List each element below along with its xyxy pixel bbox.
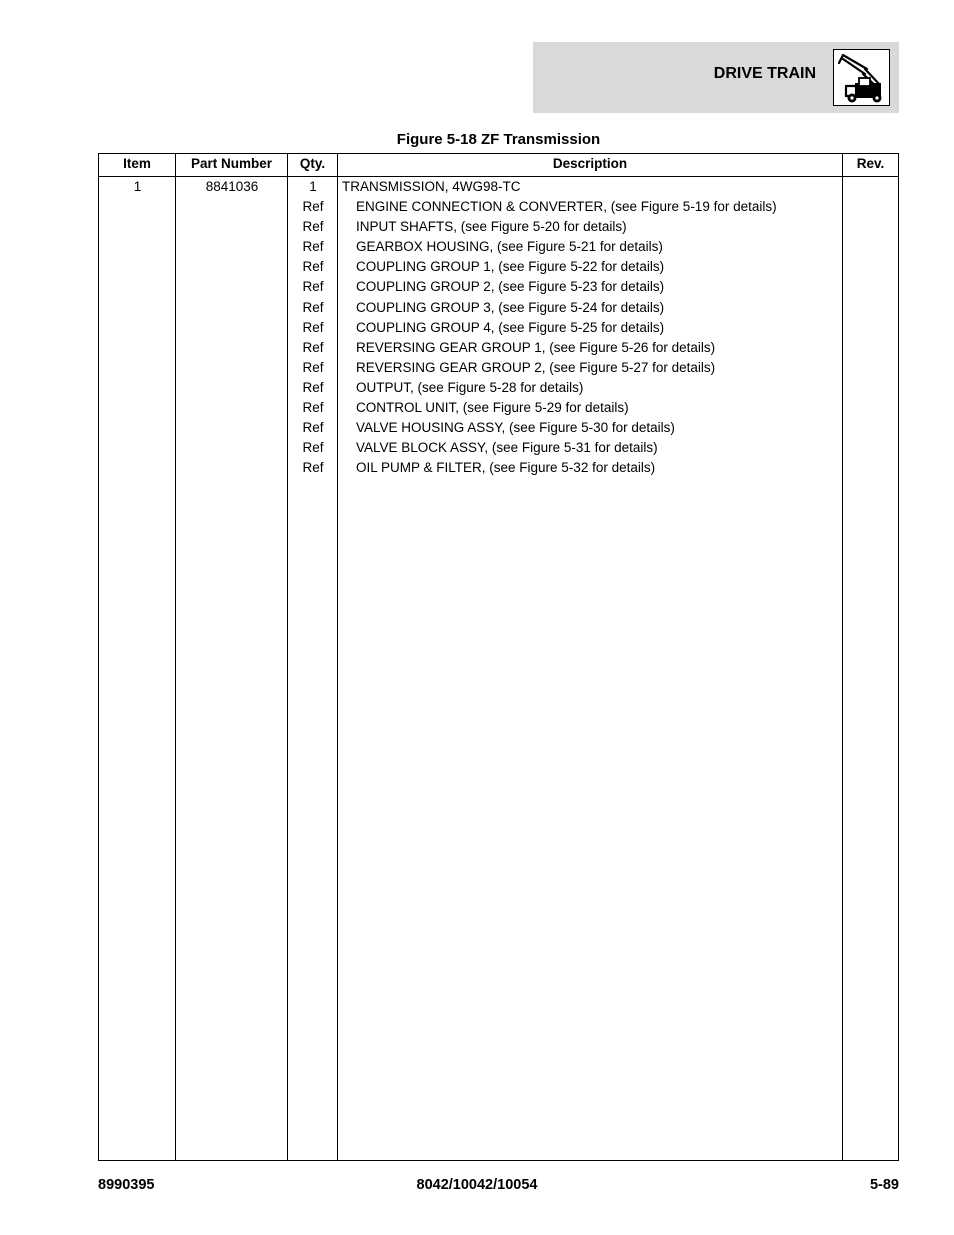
- qty-cell: Ref: [302, 379, 324, 395]
- description-cell: COUPLING GROUP 1, (see Figure 5-22 for details): [356, 259, 665, 275]
- table-row: [99, 298, 898, 318]
- description-cell: COUPLING GROUP 2, (see Figure 5-23 for details): [356, 279, 665, 295]
- column-header-rev: Rev.: [856, 156, 885, 171]
- table-row: [99, 458, 898, 478]
- part-number-cell: 8841036: [205, 179, 259, 194]
- description-cell: TRANSMISSION, 4WG98-TC: [342, 179, 521, 194]
- table-row: [99, 378, 898, 398]
- qty-cell: Ref: [302, 400, 324, 416]
- description-cell: VALVE BLOCK ASSY, (see Figure 5-31 for details): [356, 440, 658, 456]
- qty-cell: Ref: [302, 440, 324, 456]
- description-cell: OIL PUMP & FILTER, (see Figure 5-32 for details): [356, 460, 656, 476]
- table-row: [99, 177, 898, 197]
- footer-model-numbers: 8042/10042/10054: [416, 1177, 538, 1193]
- qty-cell: Ref: [302, 359, 324, 375]
- column-header-qty: Qty.: [299, 156, 326, 171]
- footer-doc-number: 8990395: [98, 1177, 155, 1193]
- description-cell: CONTROL UNIT, (see Figure 5-29 for details): [356, 400, 629, 416]
- column-header-description: Description: [552, 156, 628, 171]
- parts-table: [98, 153, 899, 1161]
- description-cell: INPUT SHAFTS, (see Figure 5-20 for details): [356, 219, 627, 235]
- qty-cell: Ref: [302, 199, 324, 215]
- qty-cell: 1: [309, 179, 317, 194]
- qty-cell: Ref: [302, 299, 324, 315]
- section-header: [533, 42, 899, 113]
- figure-title: Figure 5-18 ZF Transmission: [396, 131, 601, 148]
- qty-cell: Ref: [302, 239, 324, 255]
- qty-cell: Ref: [302, 279, 324, 295]
- table-row: [99, 197, 898, 217]
- qty-cell: Ref: [302, 420, 324, 436]
- description-cell: COUPLING GROUP 4, (see Figure 5-25 for details): [356, 319, 665, 335]
- table-row: [99, 277, 898, 297]
- description-cell: OUTPUT, (see Figure 5-28 for details): [356, 379, 584, 395]
- description-cell: ENGINE CONNECTION & CONVERTER, (see Figure 5-19 for details): [356, 199, 777, 215]
- table-row: [99, 318, 898, 338]
- table-row: [99, 398, 898, 418]
- table-row: [99, 358, 898, 378]
- qty-cell: Ref: [302, 259, 324, 275]
- qty-cell: Ref: [302, 219, 324, 235]
- item-cell: 1: [133, 179, 142, 194]
- table-row: [99, 237, 898, 257]
- description-cell: VALVE HOUSING ASSY, (see Figure 5-30 for details): [356, 420, 675, 436]
- forklift-telehandler-icon: [833, 49, 890, 106]
- table-row: [99, 338, 898, 358]
- description-cell: GEARBOX HOUSING, (see Figure 5-21 for details): [356, 239, 663, 255]
- description-cell: REVERSING GEAR GROUP 1, (see Figure 5-26 for details): [356, 339, 716, 355]
- column-header-part-number: Part Number: [190, 156, 273, 171]
- table-row: [99, 217, 898, 237]
- qty-cell: Ref: [302, 460, 324, 476]
- table-row: [99, 418, 898, 438]
- table-row: [99, 438, 898, 458]
- description-cell: COUPLING GROUP 3, (see Figure 5-24 for details): [356, 299, 665, 315]
- qty-cell: Ref: [302, 319, 324, 335]
- qty-cell: Ref: [302, 339, 324, 355]
- description-cell: REVERSING GEAR GROUP 2, (see Figure 5-27 for details): [356, 359, 716, 375]
- footer-page-number: 5-89: [869, 1177, 899, 1193]
- table-body: [99, 177, 898, 478]
- table-row: [99, 257, 898, 277]
- column-header-item: Item: [123, 156, 151, 171]
- section-title: DRIVE TRAIN: [713, 65, 816, 82]
